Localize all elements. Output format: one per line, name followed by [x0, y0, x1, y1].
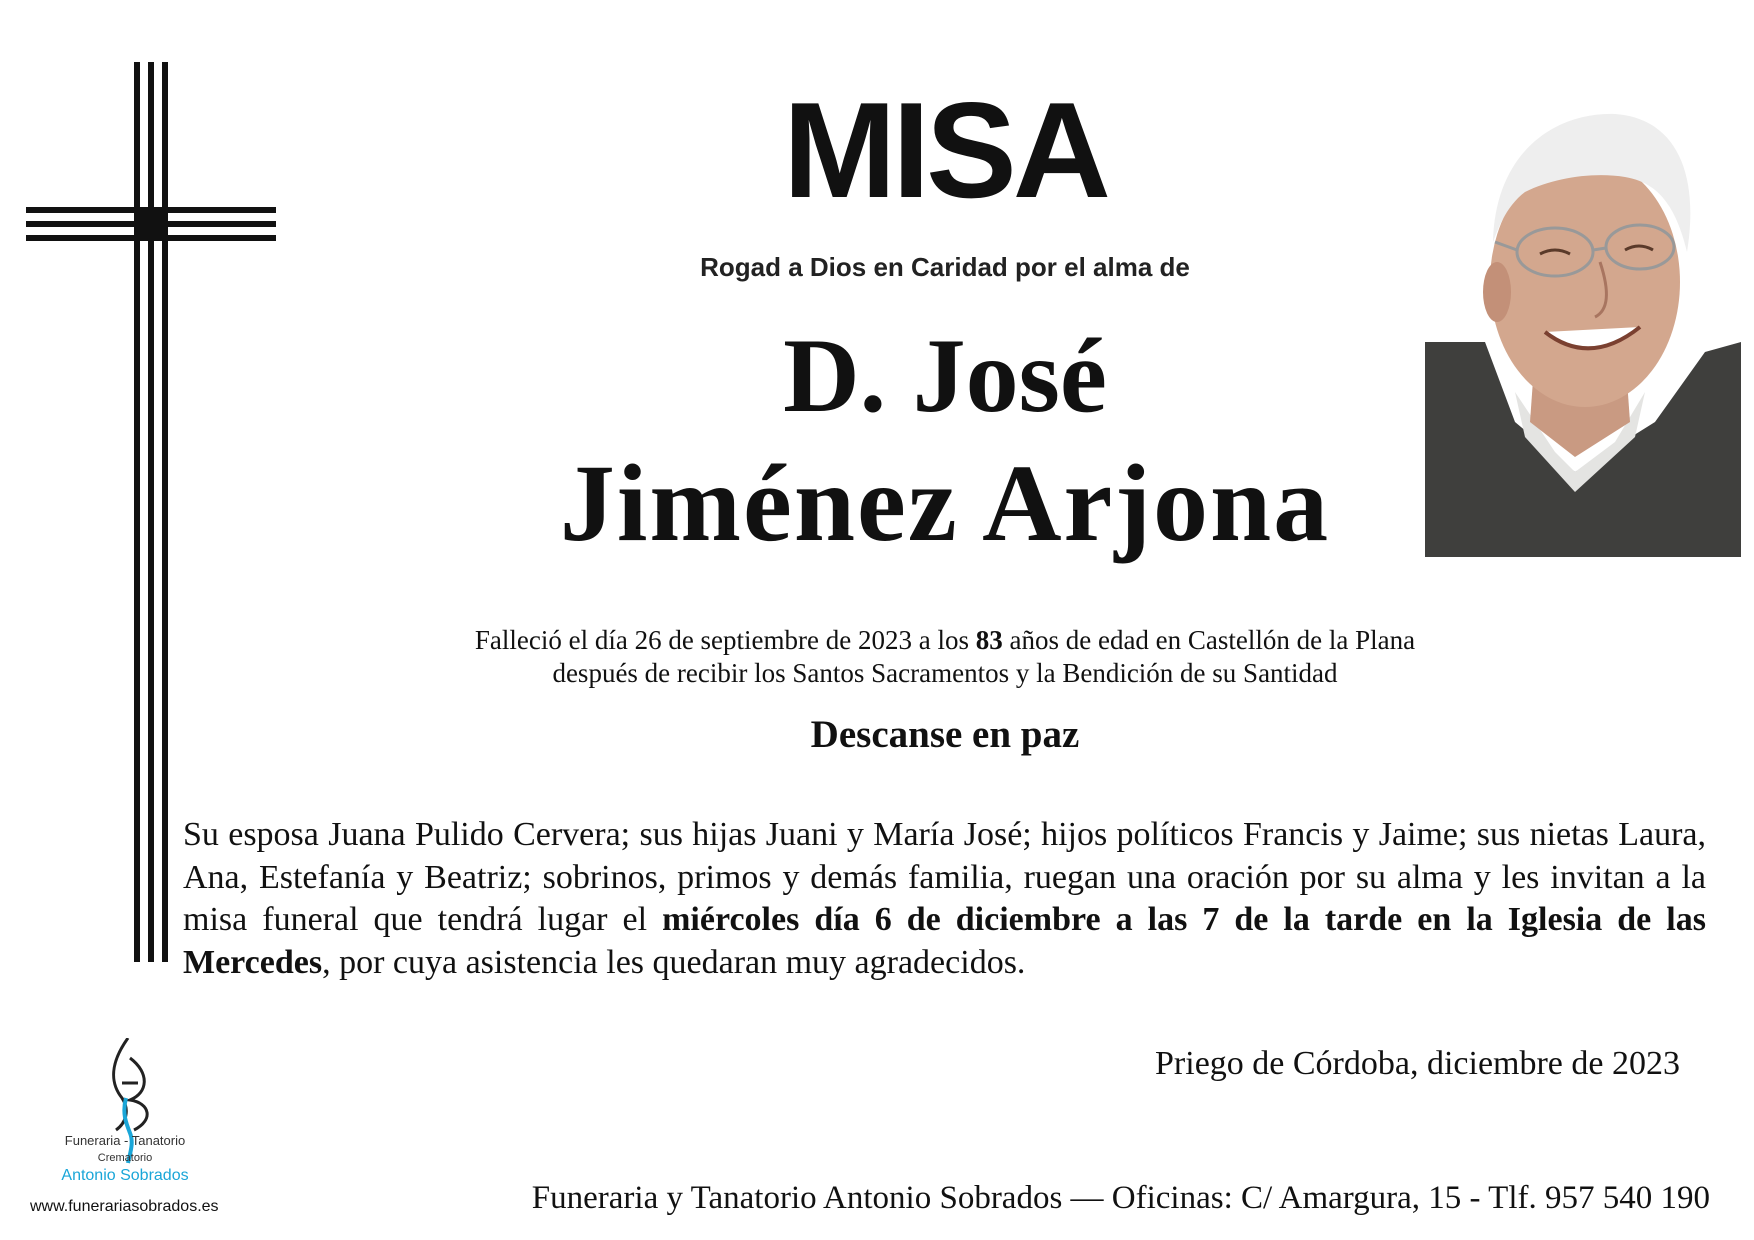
deceased-name-line1: D. José: [783, 317, 1107, 434]
family-text-part: Su esposa Juana Pulido Cervera; sus hijas Juani y María José; hijos políticos Francis y Jaime; sus nietas Laura, Ana, Estefanía y Beatriz; sobrinos, primos y demás familia, ruegan una oración por su alma y les invitan a la misa funeral que tendrá lugar el: [183, 816, 1706, 938]
family-text-part: , por cuya asistencia les quedaran muy agradecidos.: [322, 943, 1026, 981]
family-text: [183, 814, 1706, 984]
deceased-name-line2: Jiménez Arjona: [559, 442, 1331, 564]
footer-contact: Funeraria y Tanatorio Antonio Sobrados — Oficinas: C/ Amargura, 15 - Tlf. 957 540 190: [531, 1180, 1710, 1216]
page-title: MISA: [783, 74, 1107, 226]
logo-line3: Antonio Sobrados: [61, 1167, 189, 1184]
website-link[interactable]: www.funerariasobrados.es: [30, 1198, 219, 1215]
rest-in-peace: Descanse en paz: [810, 713, 1080, 756]
death-notice-line1: [330, 624, 1560, 657]
death-notice: [330, 624, 1560, 690]
prayer-line: Rogad a Dios en Caridad por el alma de: [700, 252, 1190, 282]
death-notice-line2: después de recibir los Santos Sacramentos y la Bendición de su Santidad: [552, 658, 1338, 688]
logo-line2: Crematorio: [97, 1152, 153, 1164]
death-notice-text: Falleció el día 26 de septiembre de 2023 a los: [474, 625, 976, 655]
mass-details: miércoles día 6 de diciembre a las 7 de la tarde en la Iglesia de las Mercedes: [183, 901, 1706, 981]
portrait-photo: [1425, 92, 1741, 557]
death-notice-text: años de edad en Castellón de la Plana: [1002, 625, 1416, 655]
age-value: 83: [975, 625, 1003, 655]
logo-line1: Funeraria - Tanatorio: [64, 1133, 186, 1148]
place-date: Priego de Córdoba, diciembre de 2023: [1155, 1045, 1680, 1082]
